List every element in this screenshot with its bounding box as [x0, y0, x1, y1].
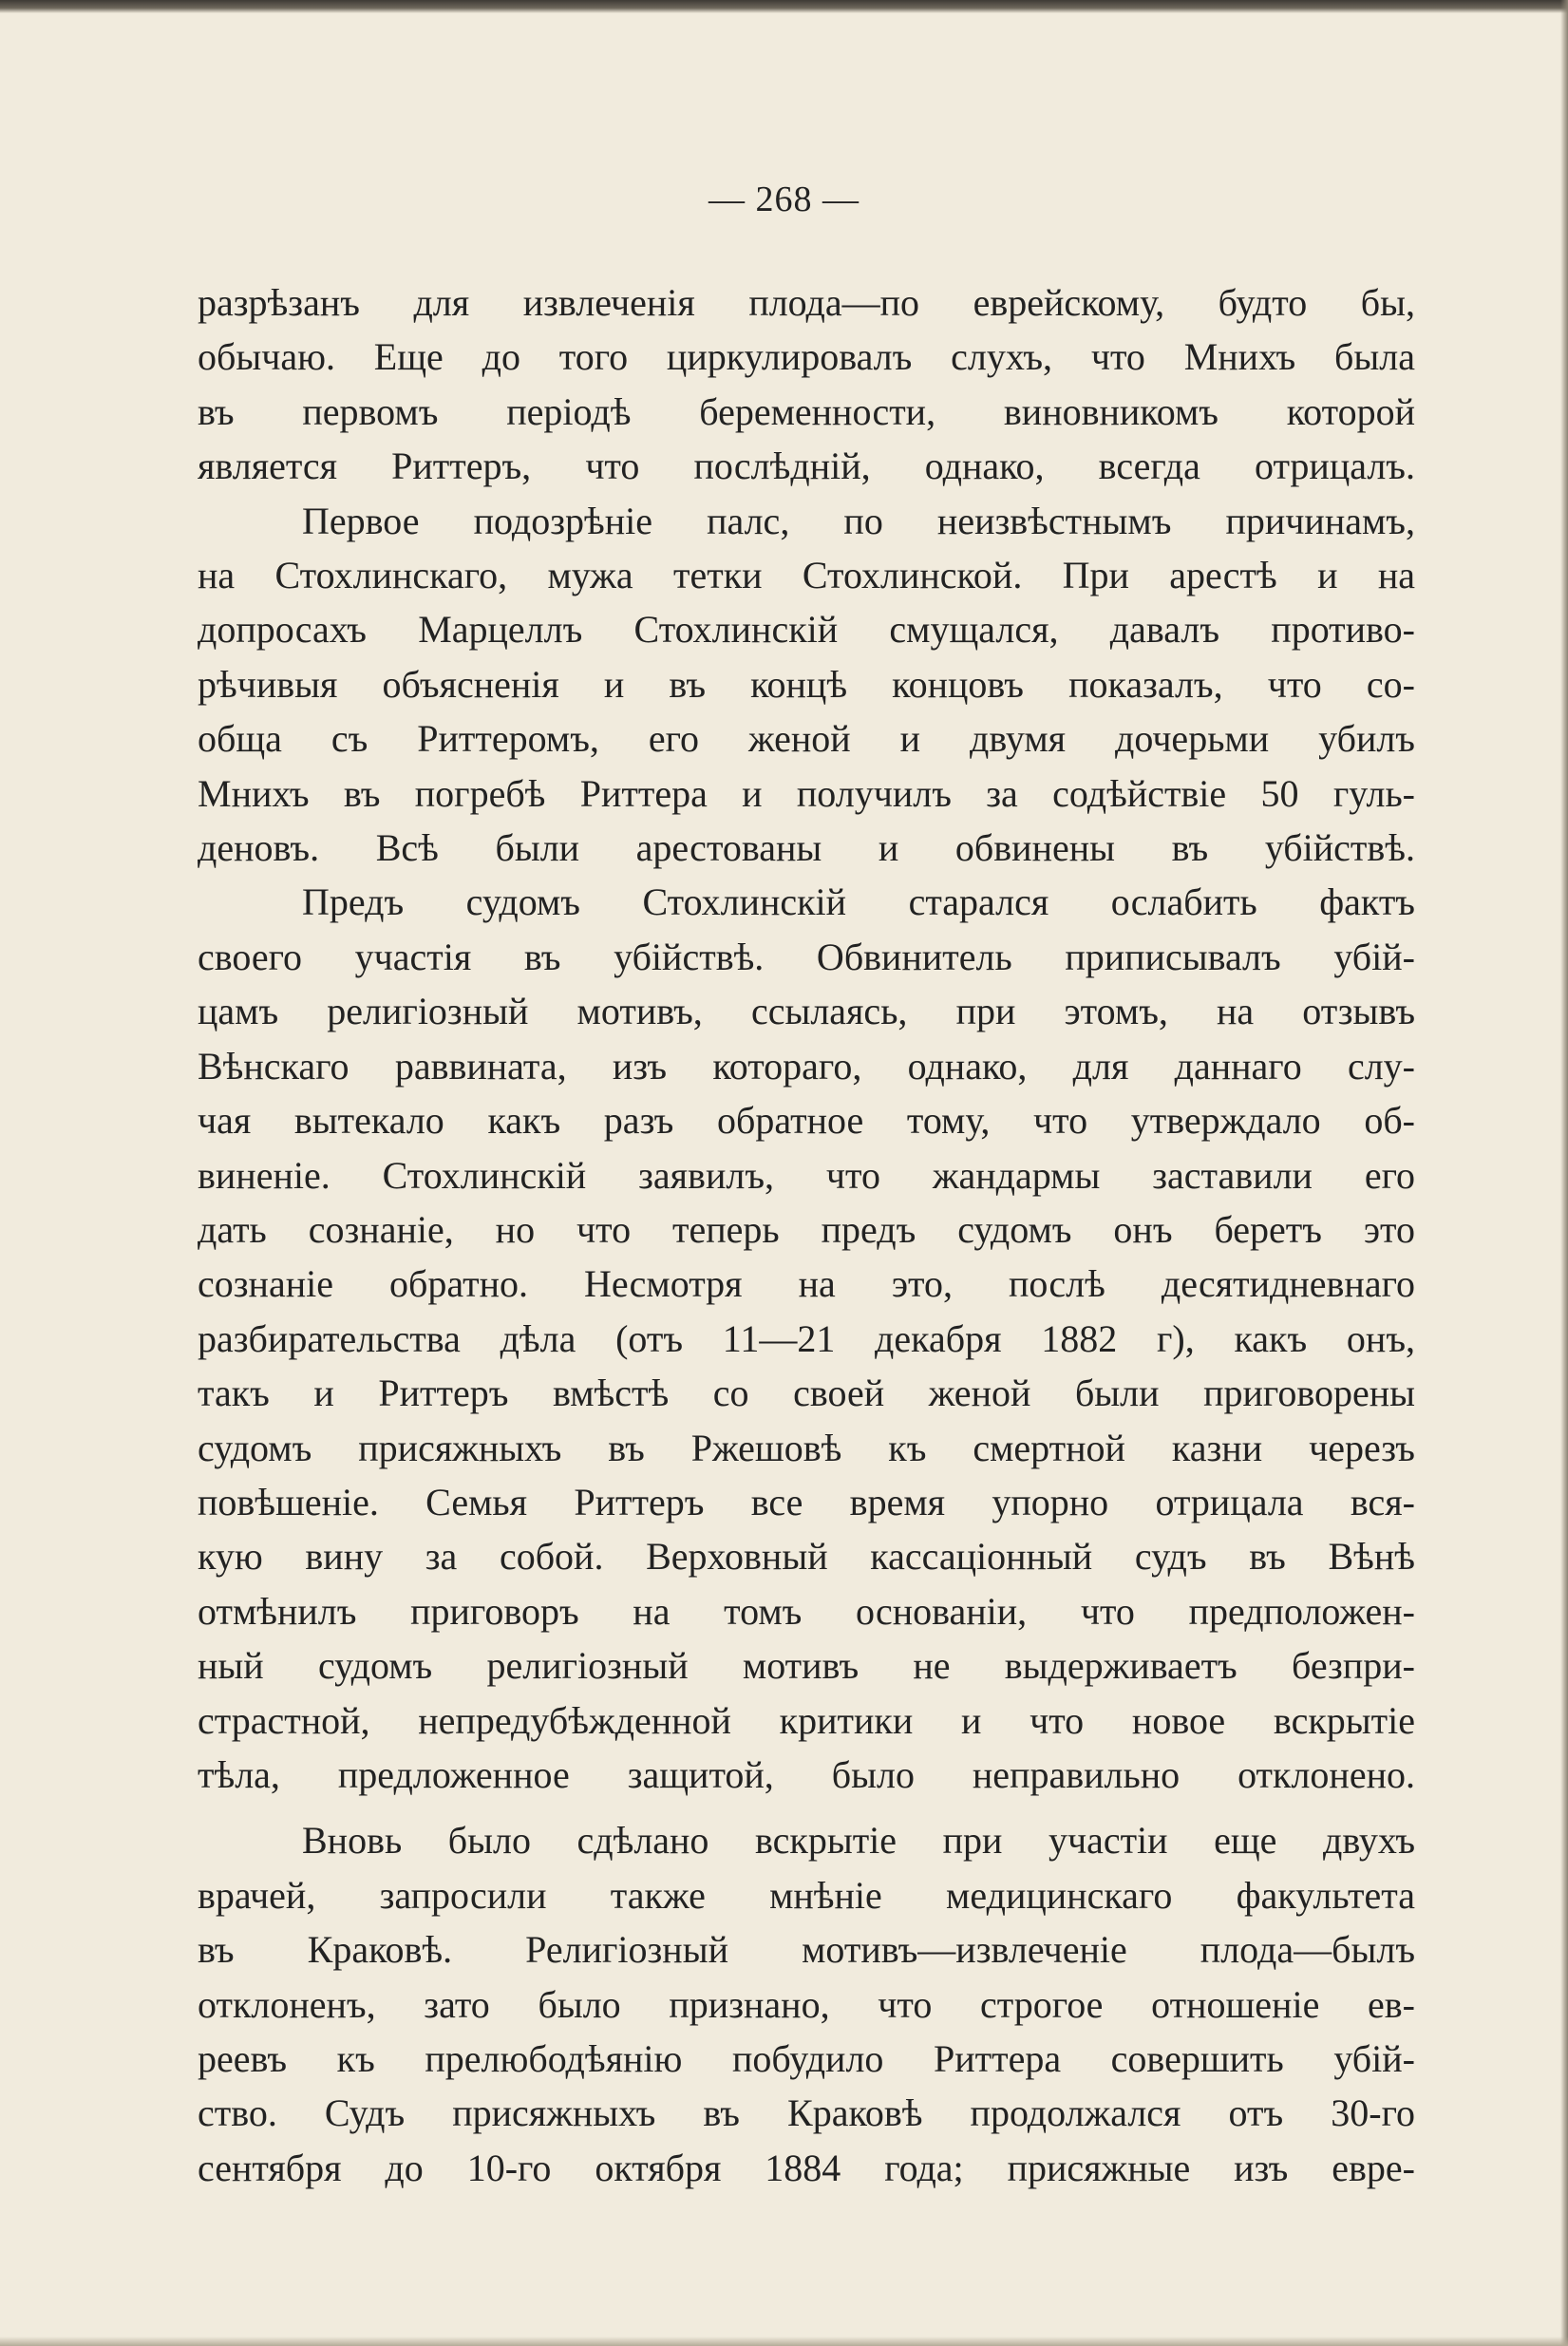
text-line: дать сознаніе, но что теперь предъ судомъ онъ беретъ это: [198, 1207, 1415, 1251]
text-line: допросахъ Марцеллъ Стохлинскій смущался, давалъ противо-: [198, 608, 1415, 652]
text-line: въ Краковѣ. Религіозный мотивъ—извлеченіе плода—былъ: [198, 1928, 1415, 1972]
text-line: деновъ. Всѣ были арестованы и обвинены въ убійствѣ.: [198, 826, 1415, 870]
page-bottom-edge: [0, 2337, 1568, 2346]
page-right-edge: [1560, 0, 1568, 2346]
text-line: разбирательства дѣла (отъ 11—21 декабря 1882 г), какъ онъ,: [198, 1316, 1415, 1360]
text-line: тѣла, предложенное защитой, было неправильно отклонено.: [198, 1752, 1415, 1796]
text-line: въ первомъ періодѣ беременности, виновникомъ которой: [198, 389, 1415, 433]
text-line: сознаніе обратно. Несмотря на это, послѣ десятидневнаго: [198, 1262, 1415, 1306]
text-line: рѣчивыя объясненія и въ концѣ концовъ показалъ, что со-: [198, 662, 1415, 706]
text-line: Первое подозрѣніе палс, по неизвѣстнымъ причинамъ,: [302, 499, 1415, 542]
text-line: врачей, запросили также мнѣніе медицинскаго факультета: [198, 1873, 1415, 1917]
text-line: виненіе. Стохлинскій заявилъ, что жандармы заставили его: [198, 1153, 1415, 1197]
text-line: чая вытекало какъ разъ обратное тому, что утверждало об-: [198, 1099, 1415, 1143]
text-line: Предъ судомъ Стохлинскій старался ослабить фактъ: [302, 880, 1415, 924]
body-text: [198, 275, 1415, 2195]
text-line: Мнихъ въ погребѣ Риттера и получилъ за содѣйствіе 50 гуль-: [198, 771, 1415, 815]
page-number: — 268 —: [708, 180, 860, 219]
paragraph-3: [198, 875, 1415, 1802]
paragraph-4: [198, 1813, 1415, 2195]
text-line: такъ и Риттеръ вмѣстѣ со своей женой были приговорены: [198, 1372, 1415, 1415]
text-line: отмѣнилъ приговоръ на томъ основаніи, что предположен-: [198, 1589, 1415, 1633]
paragraph-2: [198, 494, 1415, 876]
text-line: ный судомъ религіозный мотивъ не выдерживаетъ безпри-: [198, 1644, 1415, 1688]
text-line: является Риттеръ, что послѣдній, однако, всегда отрицалъ.: [198, 445, 1415, 488]
text-line: Вѣнскаго раввината, изъ котораго, однако, для даннаго слу-: [198, 1044, 1415, 1088]
text-line: судомъ присяжныхъ въ Ржешовѣ къ смертной казни черезъ: [198, 1426, 1415, 1469]
text-line: отклоненъ, зато было признано, что строгое отношеніе ев-: [198, 1982, 1415, 2026]
text-line: страстной, непредубѣжденной критики и что новое вскрытіе: [198, 1698, 1415, 1742]
page-top-edge: [0, 0, 1568, 13]
text-line: Вновь было сдѣлано вскрытіе при участіи еще двухъ: [302, 1819, 1415, 1863]
text-line: разрѣзанъ для извлеченія плода—по еврейскому, будто бы,: [198, 281, 1415, 324]
text-line: реевъ къ прелюбодѣянію побудило Риттера совершить убій-: [198, 2037, 1415, 2080]
text-line: сентября до 10-го октября 1884 года; присяжные изъ евре-: [198, 2146, 1415, 2189]
paragraph-1: [198, 275, 1415, 494]
text-line: на Стохлинскаго, мужа тетки Стохлинской. При арестѣ и на: [198, 554, 1415, 597]
text-line: обща съ Риттеромъ, его женой и двумя дочерьми убилъ: [198, 717, 1415, 761]
text-line: ство. Судъ присяжныхъ въ Краковѣ продолжался отъ 30-го: [198, 2091, 1415, 2135]
text-line: своего участія въ убійствѣ. Обвинитель приписывалъ убій-: [198, 935, 1415, 978]
text-line: повѣшеніе. Семья Риттеръ все время упорно отрицала вся-: [198, 1480, 1415, 1523]
text-line: обычаю. Еще до того циркулировалъ слухъ, что Мнихъ была: [198, 335, 1415, 379]
text-line: кую вину за собой. Верховный кассаціонный судъ въ Вѣнѣ: [198, 1535, 1415, 1579]
text-line: цамъ религіозный мотивъ, ссылаясь, при этомъ, на отзывъ: [198, 990, 1415, 1033]
